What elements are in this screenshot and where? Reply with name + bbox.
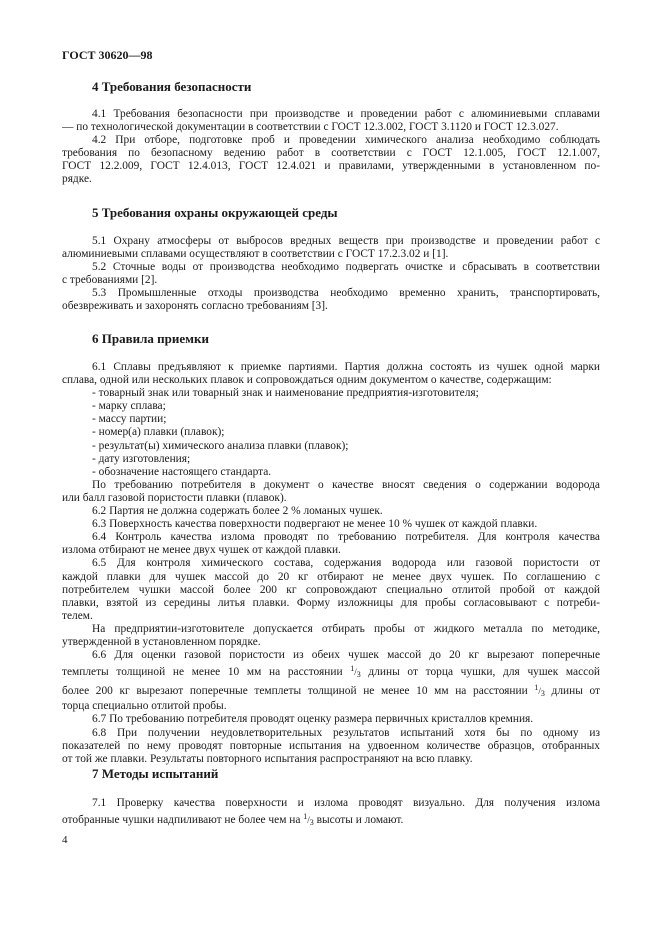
section-5-title: 5 Требования охраны окружающей среды [92, 205, 338, 220]
section-6-title: 6 Правила приемки [92, 331, 209, 346]
fraction-numerator: 1 [534, 683, 539, 693]
para-4-1-line-2: — по технологической документации в соответствии с ГОСТ 12.3.002, ГОСТ 3.1120 и ГОСТ 12.3.027. [62, 121, 559, 134]
para-6-5-line-3: потребителем чушки массой более 200 кг сопровождают специально отлитой пробой от каждой [62, 583, 600, 596]
para-6-7: 6.7 По требованию потребителя проводят оценку размера первичных кристаллов кремния. [92, 713, 534, 726]
section-4-body [62, 108, 600, 187]
para-6-6-line-2 [62, 662, 600, 681]
para-6-5b-line-2: утвержденной в установленном порядке. [62, 635, 261, 648]
fraction-numerator: 1 [303, 812, 308, 822]
page-number: 4 [62, 834, 68, 846]
para-6-6-line-1: 6.6 Для оценки газовой пористости из обеих чушек массой до 20 кг вырезают поперечные [92, 649, 600, 662]
para-7-1-line-2-a: отобранные чушки надпиливают не более чем на [62, 814, 304, 827]
list-item: - дату изготовления; [92, 452, 191, 465]
para-6-4-line-2: излома отбирают не менее двух чушек от каждой плавки. [62, 544, 341, 557]
section-4-title: 4 Требования безопасности [92, 79, 252, 94]
para-5-3-line-2: обезвреживать и захоронять согласно требованиям [3]. [62, 300, 328, 313]
para-6-1-line-2: сплава, одной или нескольких плавок и сопровождаться одним документом о качестве, содержащим: [62, 374, 552, 387]
para-4-2-line-4: рядке. [62, 173, 92, 186]
para-6-5-line-2: каждой плавки для чушек массой до 20 кг отбирают не менее двух чушек. По соглашению с [62, 570, 600, 583]
section-7-title: 7 Методы испытаний [92, 766, 219, 781]
fraction-one-third: $^1/_3$ [534, 683, 545, 699]
para-5-2-line-2: с требованиями [2]. [62, 274, 158, 287]
para-6-6-line-2-a: темплеты толщиной не менее 10 мм на расстоянии [62, 666, 351, 679]
para-6-6-line-3 [62, 681, 600, 700]
para-6-5b-line-1: На предприятии-изготовителе допускается отбирать пробы от жидкого металла по методике, [92, 622, 600, 635]
list-item: - результат(ы) химического анализа плавки (плавок); [92, 439, 349, 452]
para-6-3: 6.3 Поверхность качества поверхности подвергают не менее 10 % чушек от каждой плавки. [92, 518, 538, 531]
para-4-2-line-1: 4.2 При отборе, подготовке проб и проведении химического анализа необходимо соблюдать [92, 134, 600, 147]
para-7-1-line-2-b: высоты и ломают. [313, 814, 404, 827]
fraction-denominator: 3 [356, 670, 361, 680]
para-6-5-line-4: плавки, взятой из середины литья плавки. Форму изложницы для пробы согласовывают с потреби- [62, 596, 600, 609]
list-item: - обозначение настоящего стандарта. [92, 465, 272, 478]
fraction-denominator: 3 [309, 818, 314, 828]
para-6-8-line-2: показателей по нему проводят повторные испытания на удвоенном количестве образцов, отобранных [62, 739, 600, 752]
para-5-1-line-1: 5.1 Охрану атмосферы от выбросов вредных веществ при производстве и проведении работ с [92, 235, 600, 247]
fraction-numerator: 1 [350, 664, 355, 674]
para-5-2-line-1: 5.2 Сточные воды от производства необходимо подвергать очистке и сбрасывать в соответствии [92, 261, 600, 274]
para-4-1-line-1: 4.1 Требования безопасности при производстве и проведении работ с алюминиевыми сплавами [92, 108, 600, 120]
document-header: ГОСТ 30620—98 [62, 48, 153, 62]
para-4-2-line-2: требования по безопасному ведению работ в соответствии с ГОСТ 12.1.005, ГОСТ 12.1.007, [62, 147, 600, 160]
para-6-1-line-1: 6.1 Сплавы предъявляют к приемке партиями. Партия должна состоять из чушек одной марки [92, 361, 600, 373]
para-6-2: 6.2 Партия не должна содержать более 2 % ломаных чушек. [92, 505, 383, 518]
section-6-body [62, 361, 600, 766]
list-item: - массу партии; [92, 413, 167, 426]
para-6-6-line-2-b: длины от торца чушки, для чушек массой [360, 666, 600, 679]
para-7-1-line-1: 7.1 Проверку качества поверхности и излома проводят визуально. Для получения излома [92, 797, 600, 809]
fraction-one-third: $^1/_3$ [350, 664, 361, 680]
para-6-6-line-3-b: длины от [544, 685, 601, 698]
para-6-8-line-3: от той же плавки. Результаты повторного испытания распространяют на всю плавку. [62, 752, 473, 765]
para-5-1-line-2: алюминиевыми сплавами осуществляют в соответствии с ГОСТ 17.2.3.02 и [1]. [62, 248, 449, 261]
para-6-6-line-3-a: более 200 кг вырезают поперечные темплеты толщиной не менее 10 мм на расстоянии [62, 685, 535, 698]
list-item: - товарный знак или товарный знак и наименование предприятия-изготовителя; [92, 387, 479, 400]
section-7-body [62, 797, 600, 829]
fraction-denominator: 3 [540, 689, 545, 699]
section-5-body [62, 235, 600, 314]
para-6-5-line-1: 6.5 Для контроля химического состава, содержания водорода или газовой пористости от [92, 557, 600, 570]
para-6-req-line-2: или балл газовой пористости плавки (плавок). [62, 491, 287, 504]
list-item: - номер(а) плавки (плавок); [92, 426, 225, 439]
para-6-req-line-1: По требованию потребителя в документ о качестве вносят сведения о содержании водорода [92, 478, 600, 491]
para-5-3-line-1: 5.3 Промышленные отходы производства необходимо временно хранить, транспортировать, [92, 287, 600, 300]
para-6-6-line-4: торца специально отлитой пробы. [62, 700, 227, 713]
para-6-4-line-1: 6.4 Контроль качества излома проводят по требованию потребителя. Для контроля качества [92, 531, 600, 544]
para-4-2-line-3: ГОСТ 12.2.009, ГОСТ 12.4.013, ГОСТ 12.4.021 и правилами, утвержденными в установленном по- [62, 160, 600, 173]
para-7-1-line-2 [62, 810, 600, 829]
para-6-5-line-5: телем. [62, 609, 93, 622]
list-item: - марку сплава; [92, 400, 166, 413]
fraction-one-third: $^1/_3$ [303, 812, 314, 828]
para-6-8-line-1: 6.8 При получении неудовлетворительных результатов испытаний хотя бы по одному из [92, 726, 600, 739]
